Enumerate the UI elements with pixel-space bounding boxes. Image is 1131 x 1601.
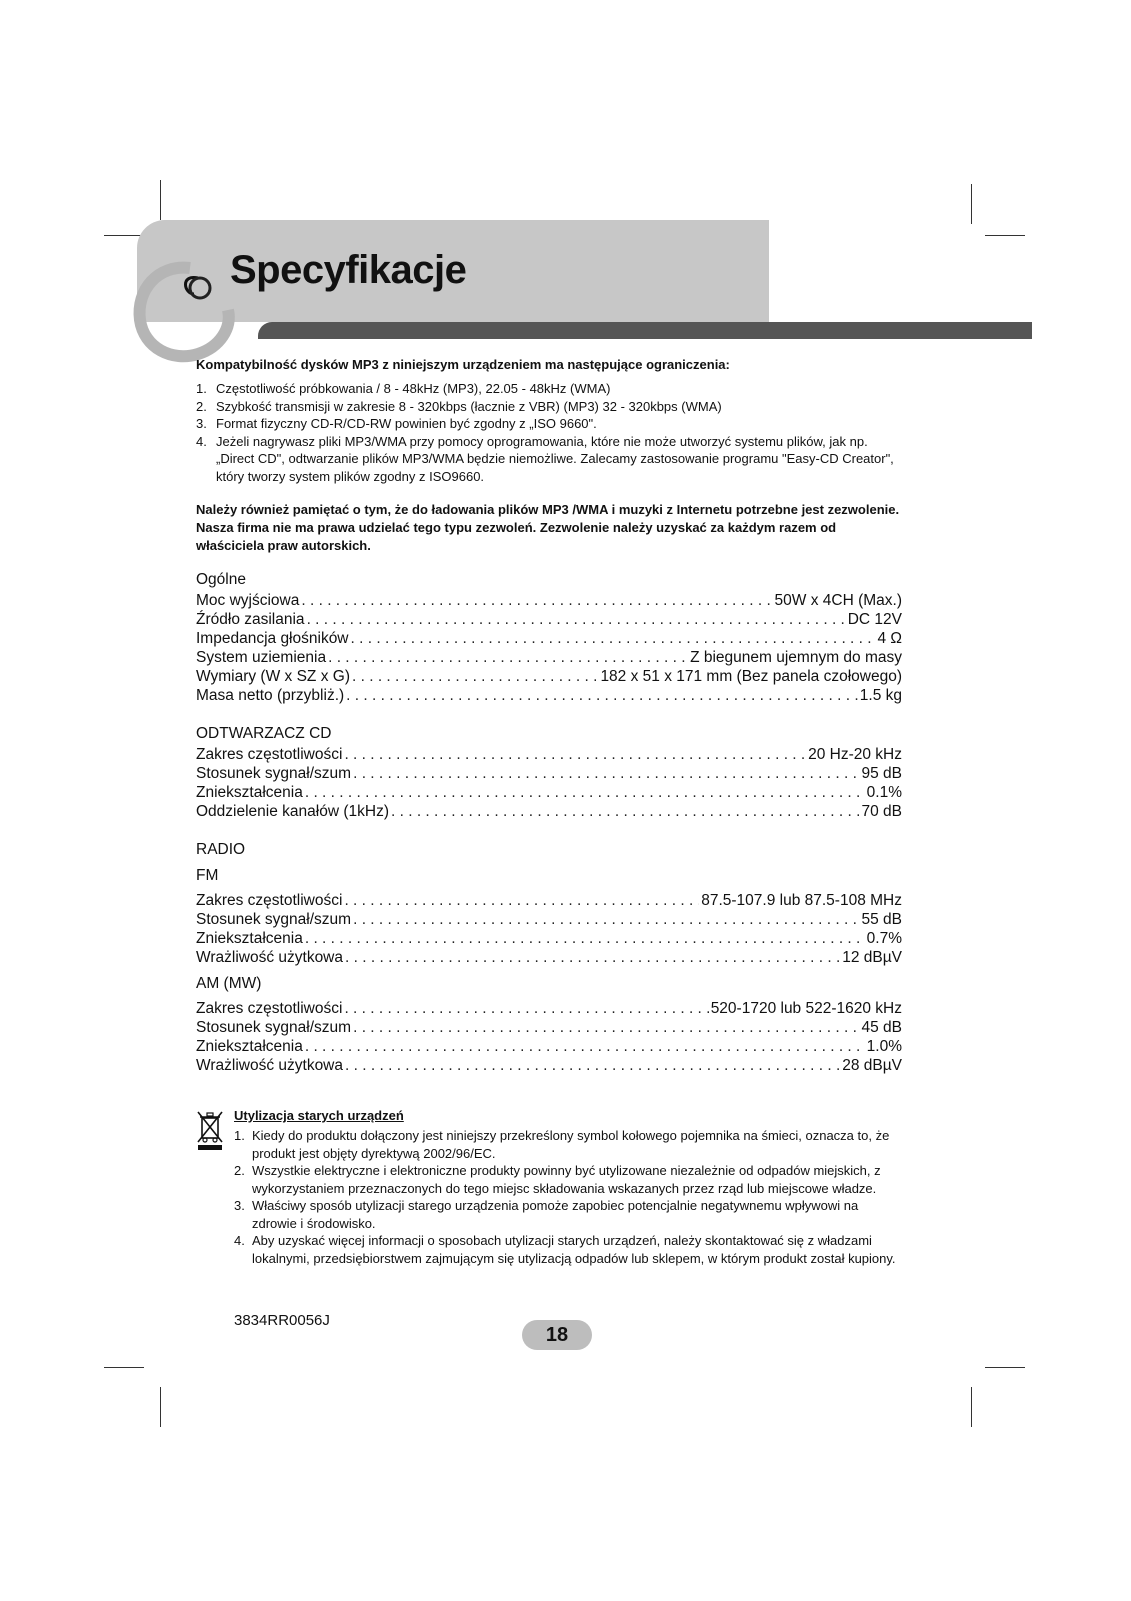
spec-value: 182 x 51 x 171 mm (Bez panela czołowego): [600, 668, 902, 685]
spec-value: 1.0%: [866, 1038, 902, 1055]
spec-row: [196, 891, 902, 910]
list-text: Format fizyczny CD-R/CD-RW powinien być zgodny z „ISO 9660".: [216, 416, 597, 431]
list-text: Częstotliwość próbkowania / 8 - 48kHz (MP3), 22.05 - 48kHz (WMA): [216, 381, 611, 396]
model-code: 3834RR0056J: [234, 1312, 330, 1329]
list-number: 4.: [234, 1233, 245, 1248]
crop-mark: [160, 1387, 161, 1427]
spec-row: [196, 667, 902, 686]
dot-leader: [301, 591, 772, 610]
main-content: [196, 356, 902, 1075]
spec-value: 520-1720 lub 522-1620 kHz: [710, 1000, 902, 1017]
spec-label: Zakres częstotliwości: [196, 746, 343, 763]
list-item: [234, 1162, 902, 1197]
spec-label: Zniekształcenia: [196, 1038, 303, 1055]
spec-row: [196, 999, 902, 1018]
page-title: Specyfikacje: [230, 248, 467, 292]
spec-label: System uziemienia: [196, 649, 327, 666]
spec-label: Stosunek sygnał/szum: [196, 1019, 352, 1036]
compat-list: [196, 380, 902, 485]
spec-value: 55 dB: [861, 911, 902, 928]
spec-row: [196, 629, 902, 648]
list-number: 1.: [234, 1128, 245, 1143]
crop-mark: [104, 235, 144, 236]
list-number: 3.: [234, 1198, 245, 1213]
spec-value: 70 dB: [861, 803, 902, 820]
list-number: 2.: [234, 1163, 245, 1178]
dot-leader: [345, 948, 840, 967]
spec-label: Wrażliwość użytkowa: [196, 1057, 344, 1074]
spec-value: DC 12V: [847, 611, 902, 628]
spec-label: Źródło zasilania: [196, 611, 305, 628]
dot-leader: [344, 745, 806, 764]
spec-row: [196, 686, 902, 705]
spec-value: 87.5-107.9 lub 87.5-108 MHz: [701, 892, 902, 909]
spec-row: [196, 1018, 902, 1037]
list-item: [196, 380, 902, 398]
list-item: [234, 1197, 902, 1232]
list-item: [234, 1127, 902, 1162]
disposal-title: Utylizacja starych urządzeń: [234, 1108, 404, 1123]
spec-row: [196, 745, 902, 764]
spec-label: Moc wyjściowa: [196, 592, 300, 609]
list-text: Kiedy do produktu dołączony jest niniejszy przekreślony symbol kołowego pojemnika na śmieci, oznacza to, że produkt jest objęty dyrektywą 2002/96/EC.: [252, 1128, 890, 1161]
spec-row: [196, 948, 902, 967]
spec-value: 20 Hz-20 kHz: [808, 746, 902, 763]
spec-value: 1.5 kg: [859, 687, 902, 704]
list-number: 3.: [196, 416, 207, 431]
spec-row: [196, 764, 902, 783]
list-number: 4.: [196, 433, 207, 449]
spec-value: 28 dBµV: [842, 1057, 902, 1074]
dot-leader: [305, 929, 865, 948]
spec-row: [196, 910, 902, 929]
crop-mark: [160, 180, 161, 220]
dot-leader: [353, 764, 859, 783]
spec-label: Stosunek sygnał/szum: [196, 911, 352, 928]
spec-value: 12 dBµV: [842, 949, 902, 966]
dot-leader: [353, 1018, 859, 1037]
spec-label: Zakres częstotliwości: [196, 892, 343, 909]
crop-mark: [104, 1367, 144, 1368]
spec-value: 0.1%: [866, 784, 902, 801]
list-number: 1.: [196, 381, 207, 396]
spec-row: [196, 783, 902, 802]
crop-mark: [985, 1367, 1025, 1368]
dot-leader: [346, 686, 858, 705]
spec-row: [196, 802, 902, 821]
copyright-notice: Należy również pamiętać o tym, że do ładowania plików MP3 /WMA i muzyki z Internetu potrzebne jest zezwolenie. Nasza firma nie ma prawa udzielać tego typu zezwoleń. Zezwolenie należy uzyskać za każdym razem od właściciela praw autorskich.: [196, 502, 900, 553]
spec-label: Impedancja głośników: [196, 630, 349, 647]
spec-label: Wrażliwość użytkowa: [196, 949, 344, 966]
list-text: Jeżeli nagrywasz pliki MP3/WMA przy pomocy oprogramowania, które nie może utworzyć systemu plików, jak np. „Direct CD", odtwarzanie plików MP3/WMA będzie niemożliwe. Zalecamy zastosowanie programu "Easy-CD Creator", który tworzy system plików zgodny z ISO9660.: [216, 433, 894, 484]
list-text: Wszystkie elektryczne i elektroniczne produkty powinny być utylizowane niezależnie od odpadów miejskich, z wykorzystaniem przeznaczonych do tego miejsc składowania wskazanych przez rząd lub miejscowe władze.: [252, 1163, 881, 1196]
spec-value: 50W x 4CH (Max.): [774, 592, 902, 609]
disposal-list: [234, 1127, 902, 1267]
spec-label: Zakres częstotliwości: [196, 1000, 343, 1017]
list-item: [196, 415, 902, 433]
crop-mark: [985, 235, 1025, 236]
dot-leader: [391, 802, 860, 821]
spec-row: [196, 610, 902, 629]
dot-leader: [345, 1056, 840, 1075]
dot-leader: [344, 999, 708, 1018]
dot-leader: [352, 667, 598, 686]
spec-value: 4 Ω: [877, 630, 902, 647]
list-text: Szybkość transmisji w zakresie 8 - 320kbps (łacznie z VBR) (MP3) 32 - 320kbps (WMA): [216, 398, 722, 414]
list-item: [196, 398, 902, 416]
spec-label: Stosunek sygnał/szum: [196, 765, 352, 782]
spec-label: Wymiary (W x SZ x G): [196, 668, 350, 685]
list-text: Aby uzyskać więcej informacji o sposobach utylizacji starych urządzeń, należy skontaktować się z władzami lokalnymi, przedsiębiorstwem zajmującym się utylizacją odpadów lub sklepem, w którym produkt został kupiony.: [252, 1233, 896, 1266]
spec-row: [196, 648, 902, 667]
dot-leader: [305, 783, 865, 802]
disposal-section: [196, 1108, 902, 1267]
list-item: [234, 1232, 902, 1267]
spec-row: [196, 1056, 902, 1075]
spec-value: 0.7%: [866, 930, 902, 947]
dot-leader: [351, 629, 876, 648]
spec-label: Zniekształcenia: [196, 784, 303, 801]
dot-leader: [305, 1037, 865, 1056]
list-number: 2.: [196, 398, 207, 414]
page-number: 18: [522, 1320, 592, 1350]
spec-value: Z biegunem ujemnym do masy: [690, 649, 902, 666]
crossed-out-bin-icon: [196, 1110, 224, 1150]
section-title-radio: RADIO: [196, 841, 246, 858]
subsection-title-am: AM (MW): [196, 975, 262, 992]
spec-label: Masa netto (przybliż.): [196, 687, 345, 704]
dot-leader: [353, 910, 859, 929]
crop-mark: [971, 1387, 972, 1427]
spec-label: Oddzielenie kanałów (1kHz): [196, 803, 389, 820]
list-text: Właściwy sposób utylizacji starego urządzenia pomoże zapobiec potencjalnie negatywnemu wpływowi na zdrowie i środowisko.: [252, 1198, 859, 1231]
spec-value: 95 dB: [861, 765, 902, 782]
list-item: [196, 433, 902, 486]
dot-leader: [328, 648, 688, 667]
crop-mark: [971, 184, 972, 224]
header-bar: [258, 322, 1032, 339]
disposal-body: [234, 1108, 902, 1267]
section-title-cd: ODTWARZACZ CD: [196, 725, 332, 742]
spec-row: [196, 929, 902, 948]
spec-value: 45 dB: [861, 1019, 902, 1036]
section-title-general: Ogólne: [196, 571, 246, 588]
swirl-graphic: [128, 250, 238, 370]
dot-leader: [307, 610, 846, 629]
spec-row: [196, 591, 902, 610]
compat-heading: Kompatybilność dysków MP3 z niniejszym urządzeniem ma następujące ograniczenia:: [196, 357, 730, 372]
spec-label: Zniekształcenia: [196, 930, 303, 947]
subsection-title-fm: FM: [196, 867, 219, 884]
spec-row: [196, 1037, 902, 1056]
dot-leader: [344, 891, 699, 910]
